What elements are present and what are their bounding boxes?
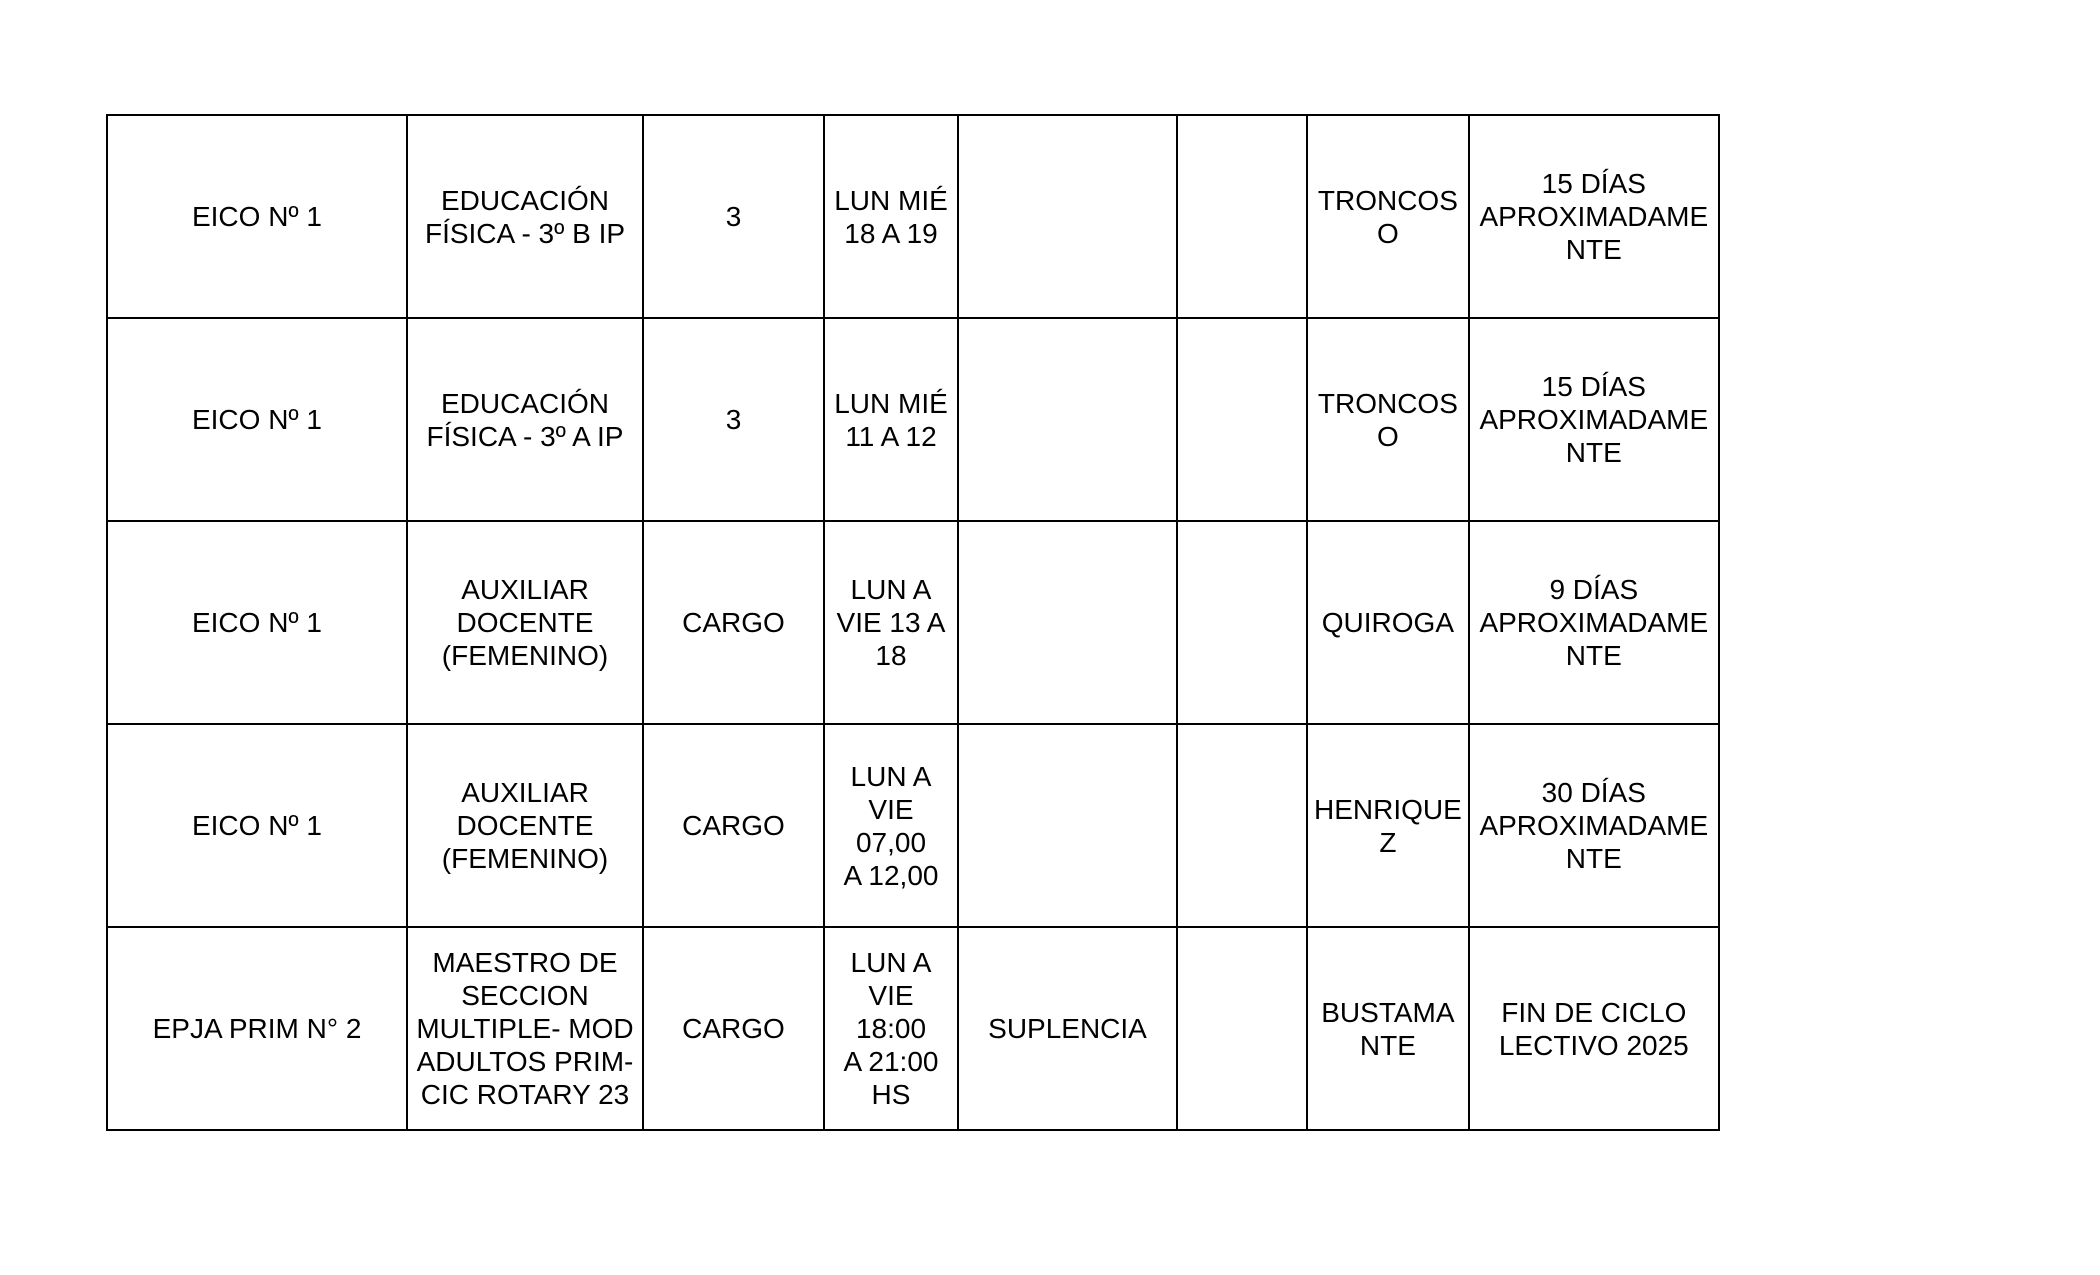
hours-cell: CARGO <box>643 724 824 927</box>
table-row <box>107 115 1719 318</box>
type-cell <box>958 318 1177 521</box>
teacher-cell: HENRIQUE Z <box>1307 724 1469 927</box>
type-cell: SUPLENCIA <box>958 927 1177 1130</box>
type-cell <box>958 115 1177 318</box>
schedule-cell: LUN MIÉ 11 A 12 <box>824 318 958 521</box>
hours-cell: CARGO <box>643 521 824 724</box>
extra-cell <box>1177 521 1307 724</box>
schedule-cell: LUN A VIE 18:00 A 21:00 HS <box>824 927 958 1130</box>
extra-cell <box>1177 724 1307 927</box>
school-cell: EICO Nº 1 <box>107 318 407 521</box>
subject-cell: AUXILIAR DOCENTE (FEMENINO) <box>407 724 643 927</box>
hours-cell: 3 <box>643 115 824 318</box>
table-row <box>107 927 1719 1130</box>
extra-cell <box>1177 318 1307 521</box>
subject-cell: EDUCACIÓN FÍSICA - 3º B IP <box>407 115 643 318</box>
table-row <box>107 521 1719 724</box>
teacher-cell: TRONCOS O <box>1307 115 1469 318</box>
teacher-cell: QUIROGA <box>1307 521 1469 724</box>
hours-cell: 3 <box>643 318 824 521</box>
duration-cell: 15 DÍAS APROXIMADAME NTE <box>1469 115 1719 318</box>
schedule-cell: LUN A VIE 07,00 A 12,00 <box>824 724 958 927</box>
duration-cell: FIN DE CICLO LECTIVO 2025 <box>1469 927 1719 1130</box>
schedule-cell: LUN A VIE 13 A 18 <box>824 521 958 724</box>
type-cell <box>958 521 1177 724</box>
duration-cell: 30 DÍAS APROXIMADAME NTE <box>1469 724 1719 927</box>
school-cell: EICO Nº 1 <box>107 724 407 927</box>
duration-cell: 9 DÍAS APROXIMADAME NTE <box>1469 521 1719 724</box>
table-row <box>107 318 1719 521</box>
school-cell: EICO Nº 1 <box>107 115 407 318</box>
subject-cell: AUXILIAR DOCENTE (FEMENINO) <box>407 521 643 724</box>
extra-cell <box>1177 115 1307 318</box>
teacher-cell: BUSTAMA NTE <box>1307 927 1469 1130</box>
school-cell: EICO Nº 1 <box>107 521 407 724</box>
duration-cell: 15 DÍAS APROXIMADAME NTE <box>1469 318 1719 521</box>
school-cell: EPJA PRIM N° 2 <box>107 927 407 1130</box>
table-row <box>107 724 1719 927</box>
teacher-cell: TRONCOS O <box>1307 318 1469 521</box>
subject-cell: EDUCACIÓN FÍSICA - 3º A IP <box>407 318 643 521</box>
schedule-cell: LUN MIÉ 18 A 19 <box>824 115 958 318</box>
hours-cell: CARGO <box>643 927 824 1130</box>
subject-cell: MAESTRO DE SECCION MULTIPLE- MOD ADULTOS PRIM- CIC ROTARY 23 <box>407 927 643 1130</box>
extra-cell <box>1177 927 1307 1130</box>
type-cell <box>958 724 1177 927</box>
vacancies-table <box>106 114 1720 1131</box>
